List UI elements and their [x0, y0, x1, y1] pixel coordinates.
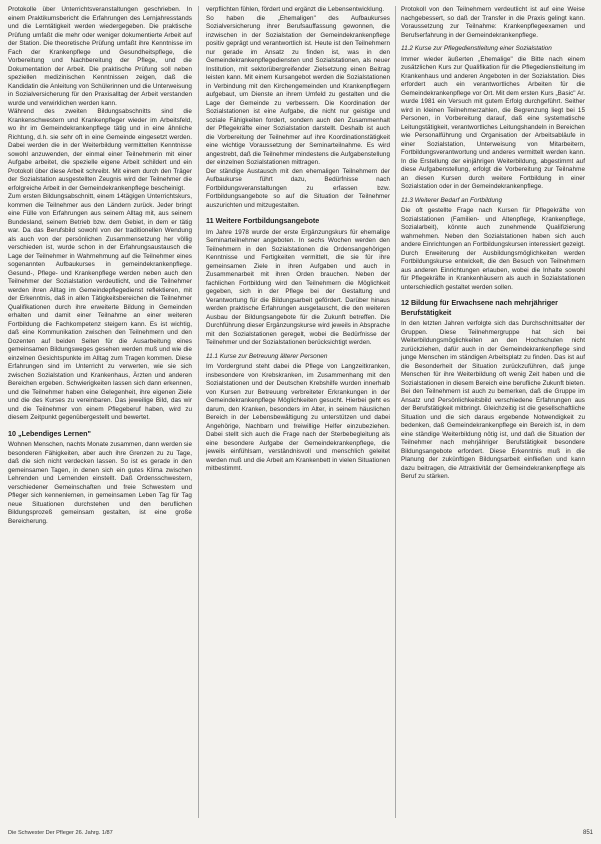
paragraph: In den letzten Jahren verfolgte sich das Durchschnittsalter der Gruppen. Diese Teilnehmergruppe hat sich bei Weiterbildungsmöglichkeiten an den Hochschulen nicht zurückziehen, dafür auch in der Gemeindekrankenpflege sind junge Menschen im ständigen Arbeitsplatz zu finden. Das ist auf die Besonderheit der Situation zurückzuführen, daß junge Menschen für ihre Weiterbildung oft wenig Zeit haben und die Sozialstationen in diesem Bereich eine berufliche Zukunft bieten. Bei den Teilnehmern ist auch zu bemerken, daß die Gruppe im Ansatz und Persönlichkeitsbild verschiedene Erfahrungen aus der Berufstätigkeit mitbringt. Gleichzeitig ist die gesellschaftliche Situation und die sich daraus ergebende Notwendigkeit zu bedenken, daß Gemeindekrankenpflege ein Bereich ist, in dem eine ständige Weiterbildung nötig ist, und daß die Situation der Teilnehmer nach mehrjähriger Berufstätigkeit besondere Bildungsangebote erfordert. Diese Erkenntnis muß in die Planung der zukünftigen Bildungsarbeit einfließen und kann dazu beitragen, die Attraktivität der Gemeindekrankenpflege als Beruf zu stärken. [401, 320, 585, 480]
page-number: 851 [582, 830, 593, 836]
column-middle [206, 6, 390, 474]
paragraph: Während des zweiten Bildungsabschnitts sind die Krankenschwestern und Krankenpfleger wieder im Arbeitsfeld, wo ihr im Gemeindekrankenpflege tätig und in eine ähnliche Richtung, d.h. sie sehr oft in eine Gemeinde eingesetzt werden. Dabei werden die in der Weiterbildung vermittelten Kenntnisse sowohl anzuwenden, der einmal einer Teilnehmerin mit einer Aufgabe arbeitet, die spezielle eigene Arbeit schildert und ein Protokoll über diese Arbeit schreibt. Mit einem durch den Träger der Sozialstation ausgestellten Zeugnis wird der Teilnehmer die erfolgreiche Arbeit in der Gemeindekrankenpflege bescheinigt. [8, 108, 192, 192]
subsection-heading: 11.3 Weiterer Bedarf an Fortbildung [401, 196, 503, 204]
section-heading: 11 Weitere Fortbildungsangebote [206, 216, 320, 225]
paragraph: Der ständige Austausch mit den ehemaligen Teilnehmern der Aufbaukurse führt dazu, Bedürfnisse nach Fortbildungsveranstaltungen zu erfassen bzw. Fortbildungsangebote so auf die Situation der Teilnehmer auszurichten und mitzugestalten. [206, 167, 390, 209]
paragraph: Die oft gestellte Frage nach Kursen für Pflegekräfte von Sozialstationen (Familien- und Altenpflege, Krankenpflege, Sozialarbeit), könnte auch zunehmende Qualifizierung wahrnehmen. Neben den Sozialstationen haben sich auch andere Einrichtungen an Fortbildungskursen interessiert gezeigt. Durch Erweiterung der Ausbildungsmöglichkeiten werden Fortbildungskurse entwickelt, die den Besuch von Teilnehmern aus anderen Einrichtungen erlauben, wobei die Inhalte sowohl für Pflegekräfte in Krankenhäusern als auch in Sozialstationen unterschiedlich gestaltet werden sollen. [401, 207, 585, 291]
paragraph: Zum ersten Bildungsabschnitt, einem 14tägigen Unterrichtskurs, kommen die Teilnehmer aus den Ländern zurück. Jeder bringt eine Fülle von Erfahrungen aus seinem Alltag mit, aus seinem Bundesland, seinem Betrieb bzw. dem Gebiet, in dem er tätig war. Da das Berufsbild sowohl von der traditionellen Wendung als auch von der persönlichen Zusammensetzung her völlig verschieden ist, wurde schon in der Erfahrungsaustausch die Lage der Teilnehmer in Wahrnehmung auf die Teilnehmer eines sogenannten Aufbaukurses in gemeindekrankenpflege. Gesund-, Pflege- und Krankenpflege werden neben auch den Teilnehmer der Sozialstation verdeutlicht, und die Teilnehmer werden ihren Alltag im Gemeindepflegedienst reflektieren, mit der Erkenntnis, daß in allen Tätigkeitsbereichen die Teilnehmer Qualifikationen durch ihre erweiterte Bildung in Gemeinden erhalten und damit einer Teilnahme an einer weiteren Fortbildung die Fachkompetenz steigern kann. Es ist wichtig, daß eine Kommunikation zwischen den Teilnehmern und den Dozenten auf beiden Seiten für die Ausarbeitung eines gemeinsamen Bildungsweges gesehen werden muß und wie die einzelnen Gesichtspunkte im Alltag zum Tragen kommen. Diese Erfahrungen sind im Unterricht zu verwerten, wie sie sich zwischen Sozialstation und Krankenhaus, Ärzten und anderen Bereichen ergeben. Schwierigkeiten lassen sich dann erkennen, und die Teilnehmer haben eine Gelegenheit, ihre eigenen Ziele und die des Kurses zu vereinbaren. Das jeweilige Bild, das wir und die Teilnehmer von einem Pflegeberuf haben, wird zu diesem Zeitpunkt gegenübergestellt und bewertet. [8, 193, 192, 421]
paragraph: Protokolle über Unterrichtsveranstaltungen geschrieben. In einem Praktikumsbericht die Erfahrungen des Lernjahresstands und die Lerntätigkeit werden wiedergegeben. Die praktische Prüfung umfaßt die mehr oder weniger dokumentierte Arbeit auf der Station. Die theoretische Prüfung umfaßt ihre Kenntnisse im Fach der Krankenpflege und Gesundheitspflege, die Vorbereitung und Nachbereitung der Pflege, und die Dokumentation der Arbeit. Die praktische Prüfung soll neben speziellen medizinischen Kenntnissen zeigen, daß die Kandidatin die Anleitung von Schülerinnen und die Unterweisung in Sozialversicherung für den Praxisalltag der Arbeit verstanden wurde und verwirklichen werden kann. [8, 6, 192, 107]
paragraph: So haben die „Ehemaligen" des Aufbaukurses Sozialversicherung ihrer Berufsauffassung gewonnen, die inzwischen in der Sozialstation der Gemeindekrankenpflege positiv geprägt und verantwortlich ist. Heute ist den Teilnehmern nur gerade im Ansatz zu finden ist, was in den Gemeindekrankenpflegediensten und Sozialstationen, als neuer Institution, mit sektorübergreifender Zielsetzung einen Beitrag leisten kann. Mit einem Kursangebot werden die Sozialstationen in Verbindung mit den Kirchengemeinden und Krankenpflegern aufgebaut, um Dienste an ihrem Umfeld zu gestalten und die Lage der Gemeinde zu verbessern. Die Koordination der Sozialstationen ist eine Aufgabe, die nicht nur geistige und soziale Fähigkeiten fordert, sondern auch den Zusammenhalt der Pflegekräfte einer Sozialstation darstellt. Deshalb ist auch die Vorbereitung der Teilnehmer auf ihre Koordinationstätigkeit eine wichtige Voraussetzung der Seminarteilnahme. Es wird angestrebt, daß die Teilnehmer mindestens die Aufgabenstellung der einzelnen Sozialstationen mittragen. [206, 14, 390, 166]
paragraph: Im Vordergrund steht dabei die Pflege von Langzeitkranken, insbesondere von Krebskranken, im Zusammenhang mit den Sozialstationen und der Deutschen Krebshilfe wurden innerhalb von Kursen zur Betreuung verbreiteter Erkrankungen in der Gemeindekrankenpflege Möglichkeiten gesucht. Hierbei geht es darum, den Kranken, besonders im Alter, in seinem häuslichen Bereich in der Lebensbewältigung zu unterstützen und dabei Angehörige, Nachbarn und freiwillige Helfer einzubeziehen. Dabei stellt sich auch die Frage nach der Sterbebegleitung als eine besondere Aufgabe der Gemeindekrankenpflege, die jeweils einfühlsam, verständnisvoll und menschlich geleitet werden muß und die Arbeit am Krankenbett in vielen Situationen mitbestimmt. [206, 363, 390, 472]
column-divider [198, 6, 199, 818]
paragraph: Protokoll von den Teilnehmern verdeutlicht ist auf eine Weise nachgebessert, so daß der Transfer in die Praxis gelingt kann. Voraussetzung zur Teilnahme: Krankenpflegeexamen und Berufserfahrung in der Gemeindekrankenpflege. [401, 6, 585, 39]
section-heading: 12 Bildung für Erwachsene nach mehrjähriger Berufstätigkeit [401, 298, 558, 317]
column-divider [395, 6, 396, 818]
paragraph: verpflichten fühlen, fördert und ergänzt die Lebensentwicklung. [206, 6, 385, 13]
subsection-heading: 11.2 Kurse zur Pflegedienstleitung einer Sozialstation [401, 45, 552, 52]
paragraph: Im Jahre 1978 wurde der erste Ergänzungskurs für ehemalige Seminarteilnehmer angeboten. In sechs Wochen werden den Teilnehmern in den Sozialstationen die Ordensangehörigen Kenntnisse und Fertigkeiten vermittelt, die sie für ihre gemeinsamen Ziele in ihren Aufgaben und auch in Zusammenarbeit mit ihren Orden brauchen. Neben der fachlichen Fortbildung wird den Teilnehmern die Möglichkeit gegeben, sich in der Pflege bei der Gestaltung und Verantwortung für die Bildungsarbeit gefördert. Darüber hinaus werden praktische Erfahrungen ausgetauscht, die den weiteren Ausbau der Bildungsangebote für die Zukunft betreffen. Die Durchführung dieser Ergänzungskurse wird jeweils in Absprache mit den Sozialstationen geregelt, wobei die Bedürfnisse der Teilnehmer und der Sozialstationen berücksichtigt werden. [206, 228, 390, 346]
paragraph: Wohnen Menschen, nachts Monate zusammen, dann werden sie besonderen Fähigkeiten, aber auch ihre Grenzen zu zu Tage, daß die sich nicht verdecken lassen. So ist es gerade in den gemeinsamen Tagen, in denen sich ein gutes Klima zwischen Lehrenden und Lernenden einstellt. Daß Ordensschwestern, verschiedener Gemeinschaften und freie Schwestern und Pfleger sich kennenlernen, in gemeinsamen Leben Tag für Tag neue Situationen durchstehen und den beruflichen Bildungsprozeß gemeinsam gestalten, ist eine große Bereicherung. [8, 441, 192, 525]
footer-publication: Die Schwester Der Pfleger 26. Jahrg. 1/87 [8, 830, 113, 836]
column-left [8, 6, 192, 526]
subsection-heading: 11.1 Kurse zur Betreuung älterer Personen [206, 352, 328, 360]
paragraph: Immer wieder äußerten „Ehemalige" die Bitte nach einem zusätzlichen Kurs zur Qualifikation für die Pflegedienstleitung im Krankenhaus und anderen Angeboten in der Sozialstation. Dies erfordert auch ein verantwortliches Arbeiten für die Gemeindekrankenpflege vor Ort. Mit dem ersten Kurs „Basic" Ar. wurde 1981 ein Versuch mit gutem Erfolg durchgeführt. Seither wird in kleinen Teilnehmerzahlen, die Begrenzung liegt bei 15 Personen, in Vorbereitung darauf, daß eine systematische Leitungstätigkeit, verantwortliches Leitungshandeln in Bereichen wie Personalführung und Organisation der Arbeitsabläufe in einer Sozialstation, Unterweisung von Mitarbeitern, Fortbildungsverantwortung und anderes vermittelt werden kann. In die Erstellung der einjährigen Weiterbildung, abgestimmt auf diese Aufgabenstellung, erfolgt die Vorbereitung zur Teilnahme an diesen Kursen durch weitere Fortbildung in einer Sozialstation oder in der Gemeindekrankenpflege. [401, 55, 585, 190]
section-heading: 10 „Lebendiges Lernen" [8, 428, 91, 438]
column-right [401, 6, 585, 482]
